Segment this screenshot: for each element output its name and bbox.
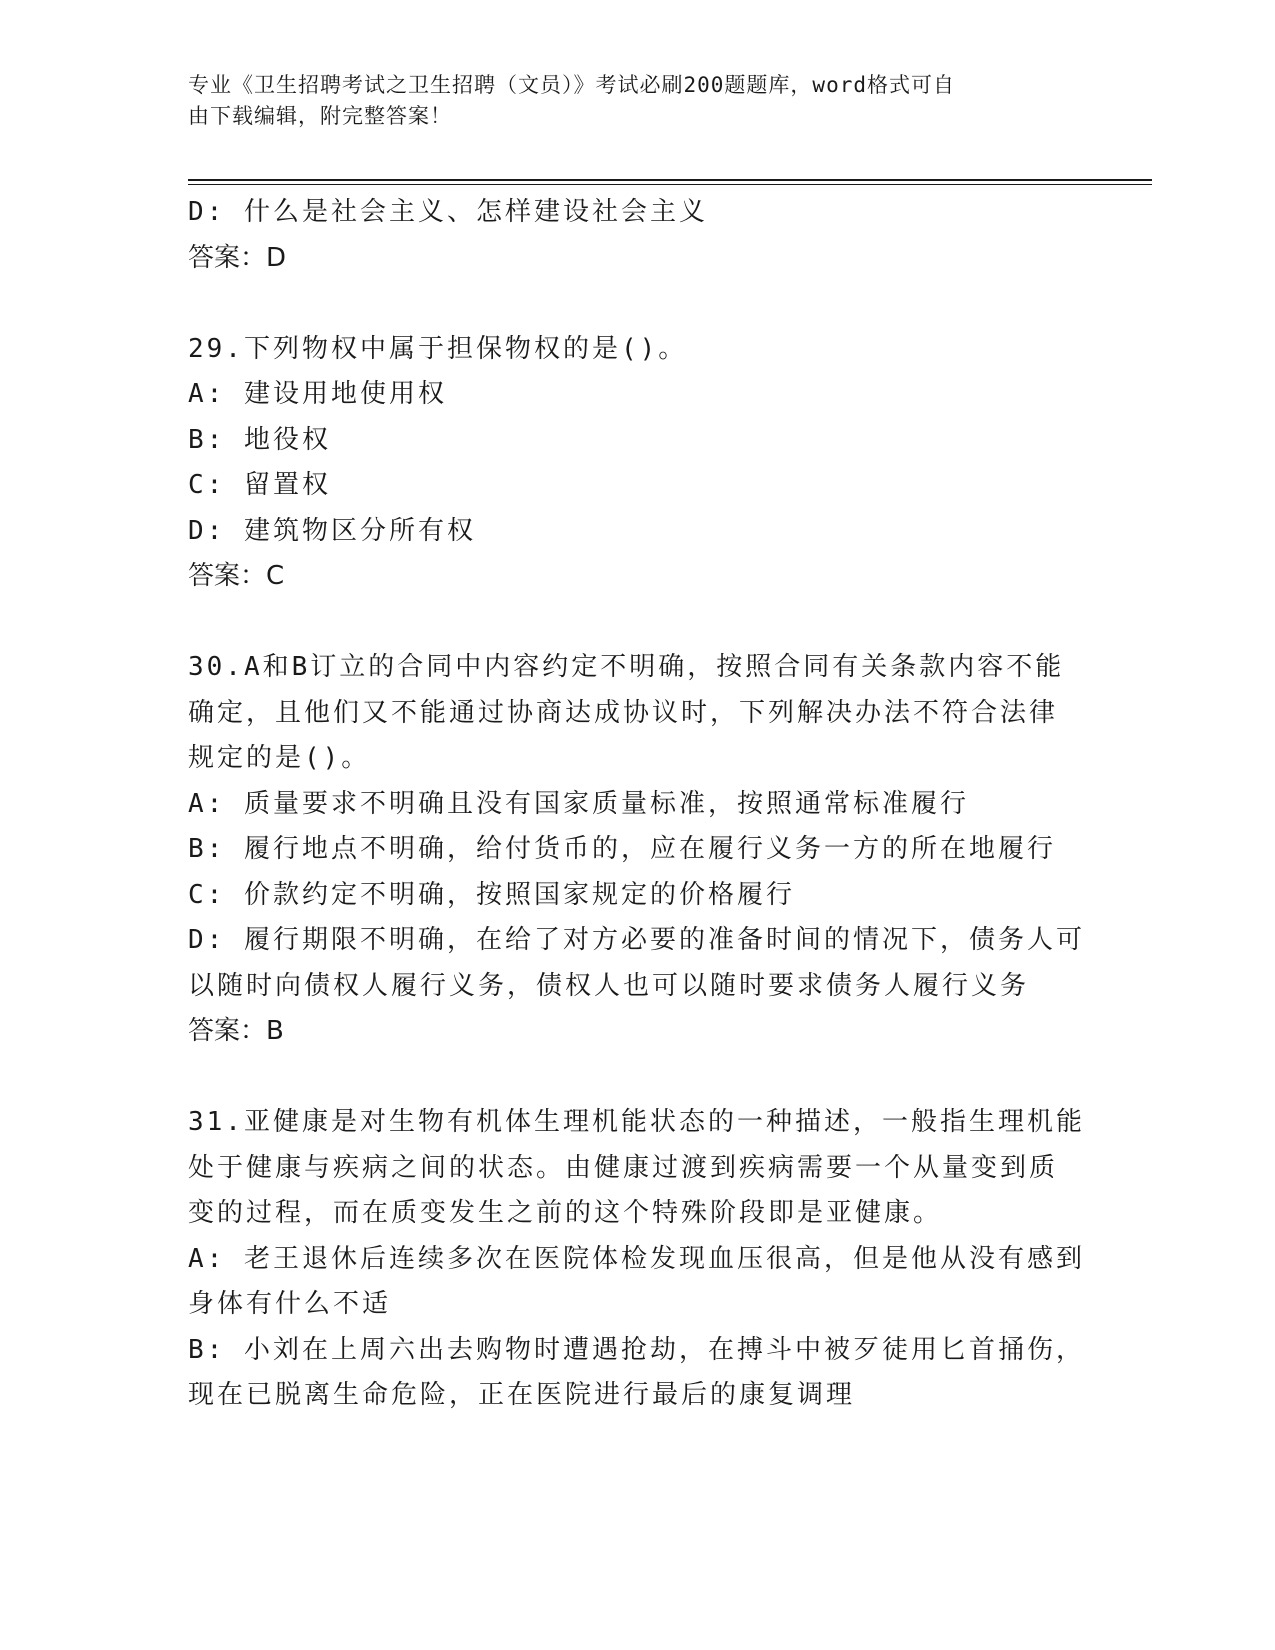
question-30 [188, 645, 1088, 1055]
option-a-line-1: A: 老王退休后连续多次在医院体检发现血压很高，但是他从没有感到 [188, 1243, 1085, 1274]
option-c: C: 价款约定不明确，按照国家规定的价格履行 [188, 879, 795, 910]
option-d: D: 建筑物区分所有权 [188, 515, 476, 546]
option-a: A: 建设用地使用权 [188, 379, 447, 409]
option-d-line-2: 以随时向债权人履行义务，债权人也可以随时要求债务人履行义务 [188, 970, 1030, 1001]
answer-label: 答案：B [188, 1016, 284, 1046]
option-d: D: 什么是社会主义、怎样建设社会主义 [188, 197, 708, 227]
question-31 [188, 1100, 1088, 1419]
header-line-1: 专业《卫生招聘考试之卫生招聘（文员）》考试必刷200题题库，word格式可自 [188, 73, 955, 97]
document-header [188, 70, 1068, 132]
answer-label: 答案：D [188, 242, 287, 273]
answer-label: 答案：C [188, 561, 285, 591]
spacer [188, 281, 1088, 327]
question-stem-line-2: 确定，且他们又不能通过协商达成协议时，下列解决办法不符合法律 [188, 697, 1059, 728]
header-line-2: 由下载编辑，附完整答案！ [188, 104, 452, 128]
question-stem-line-3: 变的过程，而在质变发生之前的这个特殊阶段即是亚健康。 [188, 1198, 943, 1228]
spacer [188, 600, 1088, 646]
option-b: B: 地役权 [188, 424, 331, 455]
header-rule-thin [188, 184, 1152, 185]
option-b-line-2: 现在已脱离生命危险，正在医院进行最后的康复调理 [188, 1380, 856, 1410]
question-stem-line-1: 30.A和B订立的合同中内容约定不明确，按照合同有关条款内容不能 [188, 652, 1065, 682]
question-stem-line-3: 规定的是()。 [188, 743, 371, 773]
option-a-line-2: 身体有什么不适 [188, 1289, 392, 1319]
question-stem-line-2: 处于健康与疾病之间的状态。由健康过渡到疾病需要一个从量变到质 [188, 1152, 1059, 1183]
spacer [188, 1055, 1088, 1101]
option-c: C: 留置权 [188, 470, 331, 500]
option-b-line-1: B: 小刘在上周六出去购物时遭遇抢劫，在搏斗中被歹徒用匕首捅伤， [188, 1334, 1085, 1365]
header-rule-thick [188, 179, 1152, 181]
option-b: B: 履行地点不明确，给付货币的，应在履行义务一方的所在地履行 [188, 834, 1056, 864]
question-29 [188, 327, 1088, 600]
question-28-tail [188, 190, 1088, 281]
option-a: A: 质量要求不明确且没有国家质量标准，按照通常标准履行 [188, 788, 969, 819]
option-d-line-1: D: 履行期限不明确，在给了对方必要的准备时间的情况下，债务人可 [188, 925, 1085, 955]
question-stem: 29.下列物权中属于担保物权的是()。 [188, 333, 688, 364]
question-stem-line-1: 31.亚健康是对生物有机体生理机能状态的一种描述，一般指生理机能 [188, 1107, 1085, 1137]
question-content [188, 190, 1088, 1419]
